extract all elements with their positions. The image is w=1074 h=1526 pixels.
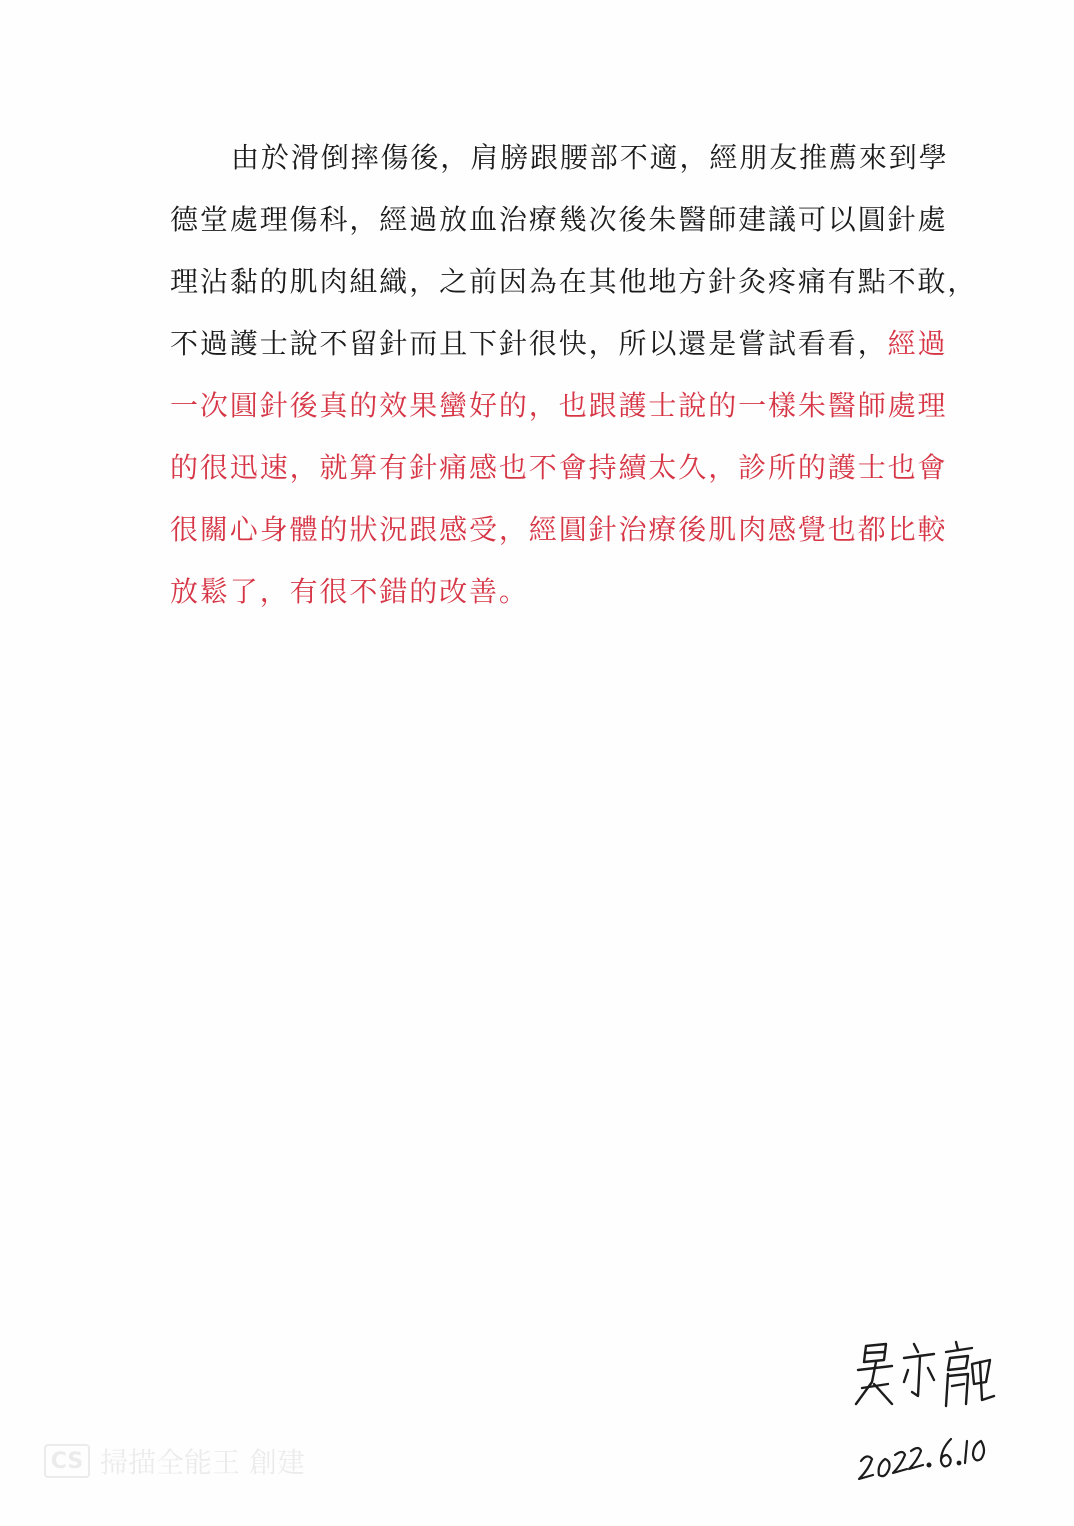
scanner-watermark: [44, 1443, 384, 1479]
text-segment: 不過護士說不留針而且下針很快，所以還是嘗試看看，: [170, 327, 888, 360]
highlighted-text-segment: 經過: [887, 327, 948, 360]
highlighted-text-segment: 的很迅速，就算有針痛感也不會持續太久，診所的護士也會: [170, 451, 948, 484]
letter-line: [170, 189, 948, 251]
highlighted-text-segment: 一次圓針後真的效果蠻好的，也跟護士說的一樣朱醫師處理: [170, 389, 948, 422]
letter-line-highlighted: [170, 437, 948, 499]
letter-line: [170, 251, 978, 313]
handwritten-date: [855, 1425, 995, 1485]
letter-line: [170, 313, 948, 375]
highlighted-text-segment: 放鬆了，有很不錯的改善。: [170, 575, 529, 608]
scanner-logo-icon: CS: [44, 1444, 90, 1478]
letter-body: [170, 127, 978, 623]
watermark-text: 掃描全能王 創建: [100, 1446, 305, 1479]
letter-line: [170, 127, 949, 189]
letter-line-highlighted: [170, 375, 948, 437]
highlighted-text-segment: 很關心身體的狀況跟感受，經圓針治療後肌肉感覺也都比較: [170, 513, 948, 546]
letter-line-highlighted: [170, 561, 940, 623]
text-segment: 德堂處理傷科，經過放血治療幾次後朱醫師建議可以圓針處: [170, 203, 948, 236]
text-segment: 理沾黏的肌肉組織，之前因為在其他地方針灸疼痛有點不敢，: [170, 265, 978, 298]
text-segment: 由於滑倒摔傷後，肩膀跟腰部不適，經朋友推薦來到學: [231, 141, 949, 174]
handwritten-signature: [848, 1338, 998, 1416]
letter-line-highlighted: [170, 499, 948, 561]
